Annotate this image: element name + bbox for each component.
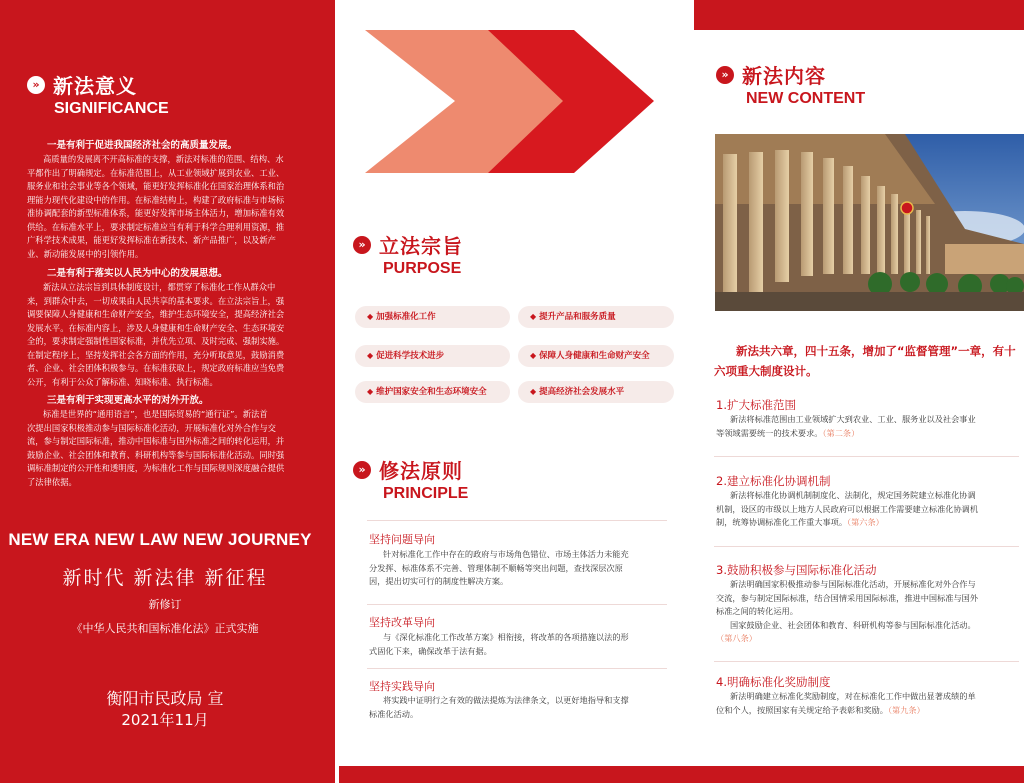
decorative-chevrons	[339, 0, 694, 200]
content-item-title: 3.鼓励积极参与国际标准化活动	[716, 563, 877, 577]
purpose-pill	[355, 306, 510, 328]
new-content-panel	[694, 0, 1024, 783]
content-line: 交流，参与制定国际标准，结合国情采用国际标准，推进中国标准与国外	[716, 592, 979, 603]
divider	[714, 661, 1019, 662]
pill-label: 维护国家安全和生态环境安全	[376, 387, 487, 397]
purpose-title-cn: 立法宗旨	[379, 234, 463, 258]
great-hall-illustration	[715, 134, 1024, 311]
content-item-text	[716, 489, 1016, 530]
top-red-bar	[694, 0, 1024, 30]
content-line: 国家鼓励企业、社会团体和教育、科研机构等参与国际标准化活动。	[730, 619, 976, 630]
point-line: 来，到群众中去，一切成果由人民共享的基本要求。在立法宗旨上，强	[27, 295, 285, 306]
significance-heading	[27, 70, 169, 118]
point-line: 公开，有利于公众了解标准、知晓标准、执行标准。	[27, 376, 218, 387]
point-line: 发展水平。在标准内容上，涉及人身健康和生命财产安全、生态环境安	[27, 322, 285, 333]
principle-line: 与《深化标准化工作改革方案》相衔接，将改革的各项措施以法的形	[383, 632, 629, 642]
point-line: 高质量的发展离不开高标准的支撑，新法对标准的范围、结构、水	[43, 154, 284, 164]
divider	[367, 668, 667, 669]
point-line: 业、新动能发展中的引领作用。	[27, 248, 144, 259]
principle-text	[369, 548, 669, 589]
pill-label: 提升产品和服务质量	[539, 312, 616, 322]
pill-label: 促进科学技术进步	[376, 351, 445, 361]
purpose-principle-panel	[339, 0, 694, 783]
content-item-title: 1.扩大标准范围	[716, 398, 796, 412]
pill-label: 保障人身健康和生命财产安全	[539, 351, 650, 361]
principle-line: 因，提出切实可行的制度性解决方案。	[369, 576, 509, 586]
divider	[714, 456, 1019, 457]
content-line: 新法明确建立标准化奖励制度，对在标准化工作中做出显著成绩的单	[730, 691, 976, 701]
significance-panel	[0, 0, 335, 783]
purpose-title-en: PURPOSE	[383, 260, 462, 277]
diamond-icon: ◆	[530, 351, 537, 360]
new-content-title-cn: 新法内容	[742, 64, 826, 88]
principle-line: 分发挥、标准体系不完善、管理体制不顺畅等突出问题，查找深层次原	[369, 562, 623, 573]
content-line: 等领域需要统一的技术要求。	[716, 427, 823, 438]
chevron-right-icon: »	[716, 66, 734, 84]
divider	[714, 546, 1019, 547]
significance-point-1	[27, 137, 317, 261]
law-name: 《中华人民共和国标准化法》正式实施	[71, 622, 259, 635]
content-item-text	[716, 578, 1016, 646]
purpose-heading	[353, 230, 463, 278]
divider	[367, 604, 667, 605]
point-line: 全的，要求制定强制性国家标准，并优先立项、及时完成、强制实施。	[27, 336, 285, 346]
point-line: 准协调配套的新型标准体系，能更好发挥市场主体活力，增加标准有效	[27, 208, 285, 218]
purpose-pill	[518, 345, 674, 367]
content-line: 标准之间的转化运用。	[716, 606, 798, 616]
pill-label: 提高经济社会发展水平	[539, 387, 625, 397]
principle-title-cn: 修法原则	[379, 459, 463, 483]
principle-line: 式固化下来，确保改革于法有据。	[369, 645, 492, 656]
diamond-icon: ◆	[530, 387, 537, 396]
content-line: 新法明确国家积极推动参与国际标准化活动，开展标准化对外合作与	[730, 579, 976, 589]
content-line: 新法将标准化协调机制制度化、法制化，规定国务院建立标准化协调	[730, 490, 976, 500]
great-hall-photo	[715, 134, 1024, 311]
divider	[367, 520, 667, 521]
point-line: 次提出国家积极推动参与国际标准化活动，开展标准化对外合作与交	[27, 422, 276, 433]
article-ref: （第六条）	[847, 517, 884, 527]
content-line: 制，统筹协调标准化工作重大事项。	[716, 517, 848, 527]
chevron-right-icon: »	[27, 76, 45, 94]
point-line: 平都作出了明确规定。在标准范围上，从工业领域扩展到农业、工业、	[27, 167, 285, 178]
point-title: 二是有利于落实以人民为中心的发展思想。	[47, 268, 228, 279]
slogan-cn: 新时代 新法律 新征程	[62, 567, 268, 589]
slogan-en: NEW ERA NEW LAW NEW JOURNEY	[8, 530, 312, 549]
point-line: 者、企业、社会团体积极参与。在标准获取上，规定政府标准应当免费	[27, 363, 285, 373]
issuer: 衡阳市民政局 宣	[106, 689, 224, 708]
new-content-heading	[716, 60, 865, 108]
diamond-icon: ◆	[367, 387, 374, 396]
chevron-right-icon: »	[353, 461, 371, 479]
point-line: 供给。在标准水平上，要求制定标准应当有利于科学合理利用资源，推	[27, 221, 285, 232]
content-line: 新法将标准范围由工业领域扩大到农业、工业、服务业以及社会事业	[730, 414, 976, 424]
diamond-icon: ◆	[367, 312, 374, 321]
principle-title-en: PRINCIPLE	[383, 485, 469, 502]
new-content-intro: 新法共六章，四十五条，增加了“监督管理”一章，有十六项重大制度设计。	[714, 344, 1016, 378]
significance-title-en: SIGNIFICANCE	[54, 100, 169, 117]
article-ref: （第八条）	[716, 633, 757, 643]
principle-title: 坚持改革导向	[369, 616, 435, 629]
content-line: 位和个人，按照国家有关规定给予表彰和奖励。	[716, 704, 888, 715]
point-title: 一是有利于促进我国经济社会的高质量发展。	[47, 140, 238, 151]
significance-point-2	[27, 265, 317, 389]
principle-text	[369, 631, 669, 658]
principle-line: 标准化活动。	[369, 708, 419, 719]
article-ref: （第九条）	[887, 704, 925, 715]
new-content-title-en: NEW CONTENT	[746, 90, 866, 107]
purpose-pill	[518, 381, 674, 403]
point-title: 三是有利于实现更高水平的对外开放。	[47, 395, 209, 406]
diamond-icon: ◆	[367, 351, 374, 360]
issue-date: 2021年11月	[121, 711, 209, 729]
content-item-title: 4.明确标准化奖励制度	[716, 675, 831, 689]
new-revision-label: 新修订	[148, 598, 182, 611]
significance-point-3	[27, 392, 317, 489]
point-line: 调标准制定的公开性和透明度，为标准化工作与国际规则深度融合提供	[27, 463, 285, 473]
article-ref: （第二条）	[822, 427, 860, 438]
point-line: 服务业和社会事业等各个领域，能更好发挥标准化在国家治理体系和治	[27, 181, 285, 191]
content-item-text	[716, 690, 1016, 717]
principle-heading	[353, 455, 468, 503]
principle-line: 将实践中证明行之有效的做法提炼为法律条文，以更好地指导和支撑	[383, 695, 629, 705]
point-line: 标准是世界的“通用语言”，也是国际贸易的“通行证”。新法首	[43, 409, 268, 419]
content-item-title: 2.建立标准化协调机制	[716, 474, 831, 488]
point-line: 在制定程序上，坚持发挥社会各方面的作用，充分听取意见，鼓励消费	[27, 349, 285, 360]
principle-line: 针对标准化工作中存在的政府与市场角色错位、市场主体活力未能充	[383, 549, 629, 559]
principle-text	[369, 694, 669, 721]
point-line: 流，参与制定国际标准，推动中国标准与国外标准之间的转化运用，并	[27, 436, 285, 446]
content-item-text	[716, 413, 1016, 440]
point-line: 了法律依据。	[27, 476, 77, 487]
principle-title: 坚持实践导向	[369, 680, 435, 693]
point-line: 广科学技术成果，能更好发挥标准在新技术、新产品推广，以及新产	[27, 235, 276, 245]
principle-title: 坚持问题导向	[369, 533, 435, 546]
pill-label: 加强标准化工作	[376, 312, 436, 322]
point-line: 理能力现代化建设中的作用。在标准结构上，构建了政府标准与市场标	[27, 194, 285, 205]
purpose-pill	[355, 381, 510, 403]
chevron-right-icon: »	[353, 236, 371, 254]
diamond-icon: ◆	[530, 312, 537, 321]
point-line: 调要保障人身健康和生命财产安全，维护生态环境安全，提高经济社会	[27, 309, 285, 319]
bottom-red-bar	[339, 766, 1024, 783]
purpose-pill	[518, 306, 674, 328]
purpose-pill	[355, 345, 510, 367]
content-line: 机制，设区的市级以上地方人民政府可以根据工作需要建立标准化协调机	[716, 503, 979, 514]
point-line: 鼓励企业、社会团体和教育、科研机构等参与国际标准化活动。同时强	[27, 449, 285, 460]
significance-title-cn: 新法意义	[53, 74, 137, 98]
point-line: 新法从立法宗旨到具体制度设计，都贯穿了标准化工作从群众中	[43, 282, 276, 292]
